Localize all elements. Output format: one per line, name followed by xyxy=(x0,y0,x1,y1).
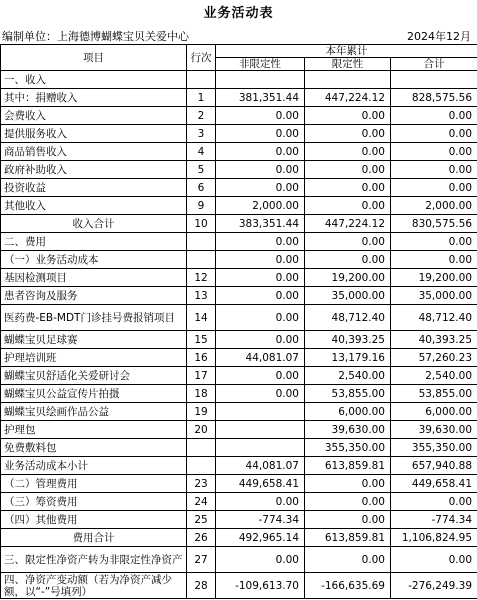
unrestricted-amount-cell: 449,658.41 xyxy=(216,475,305,493)
header-annual-total: 本年累计 xyxy=(216,45,477,58)
item-cell: （四）其他费用 xyxy=(1,511,187,529)
item-cell: 其他收入 xyxy=(1,197,187,215)
table-row xyxy=(1,251,477,269)
total-amount-cell: 2,540.00 xyxy=(391,367,477,385)
line-number-cell xyxy=(187,251,216,269)
restricted-amount-cell: 53,855.00 xyxy=(305,385,391,403)
table-row xyxy=(1,89,477,107)
total-amount-cell: 0.00 xyxy=(391,107,477,125)
table-row xyxy=(1,107,477,125)
line-number-cell: 17 xyxy=(187,367,216,385)
table-header xyxy=(1,45,477,71)
restricted-amount-cell: 0.00 xyxy=(305,233,391,251)
line-number-cell: 1 xyxy=(187,89,216,107)
line-number-cell: 28 xyxy=(187,573,216,599)
unrestricted-amount-cell: 0.00 xyxy=(216,305,305,331)
unrestricted-amount-cell: 44,081.07 xyxy=(216,457,305,475)
total-amount-cell: 657,940.88 xyxy=(391,457,477,475)
unrestricted-amount-cell xyxy=(216,71,305,89)
table-row xyxy=(1,547,477,573)
table-row xyxy=(1,287,477,305)
line-number-cell xyxy=(187,71,216,89)
unrestricted-amount-cell: 0.00 xyxy=(216,233,305,251)
unrestricted-amount-cell: 0.00 xyxy=(216,385,305,403)
table-row xyxy=(1,421,477,439)
table-row xyxy=(1,125,477,143)
total-amount-cell: 53,855.00 xyxy=(391,385,477,403)
restricted-amount-cell: 0.00 xyxy=(305,125,391,143)
unrestricted-amount-cell: 0.00 xyxy=(216,331,305,349)
restricted-amount-cell: 0.00 xyxy=(305,197,391,215)
unrestricted-amount-cell: 0.00 xyxy=(216,547,305,573)
restricted-amount-cell: 13,179.16 xyxy=(305,349,391,367)
item-cell: 护理包 xyxy=(1,421,187,439)
line-number-cell: 18 xyxy=(187,385,216,403)
table-row xyxy=(1,161,477,179)
unrestricted-amount-cell: 44,081.07 xyxy=(216,349,305,367)
total-amount-cell: 6,000.00 xyxy=(391,403,477,421)
line-number-cell xyxy=(187,233,216,251)
item-cell: 三、限定性净资产转为非限定性净资产 xyxy=(1,547,187,573)
unrestricted-amount-cell: 2,000.00 xyxy=(216,197,305,215)
item-cell: 二、费用 xyxy=(1,233,187,251)
table-row xyxy=(1,305,477,331)
header-line-no: 行次 xyxy=(187,45,216,71)
reporting-period: 2024年12月 xyxy=(407,30,471,43)
total-amount-cell: 0.00 xyxy=(391,125,477,143)
restricted-amount-cell: 0.00 xyxy=(305,179,391,197)
restricted-amount-cell: 2,540.00 xyxy=(305,367,391,385)
line-number-cell: 13 xyxy=(187,287,216,305)
item-cell: （一）业务活动成本 xyxy=(1,251,187,269)
table-row xyxy=(1,197,477,215)
total-amount-cell: 830,575.56 xyxy=(391,215,477,233)
table-row xyxy=(1,233,477,251)
table-row xyxy=(1,215,477,233)
restricted-amount-cell: 0.00 xyxy=(305,511,391,529)
total-amount-cell: 0.00 xyxy=(391,251,477,269)
item-cell: 护理培训班 xyxy=(1,349,187,367)
table-row xyxy=(1,439,477,457)
unrestricted-amount-cell: 381,351.44 xyxy=(216,89,305,107)
restricted-amount-cell: 447,224.12 xyxy=(305,215,391,233)
item-cell: 收入合计 xyxy=(1,215,187,233)
restricted-amount-cell xyxy=(305,71,391,89)
total-amount-cell xyxy=(391,71,477,89)
item-cell: 免费敷料包 xyxy=(1,439,187,457)
item-cell: 一、收入 xyxy=(1,71,187,89)
line-number-cell: 3 xyxy=(187,125,216,143)
restricted-amount-cell: 6,000.00 xyxy=(305,403,391,421)
item-cell: 其中：捐赠收入 xyxy=(1,89,187,107)
item-cell: 提供服务收入 xyxy=(1,125,187,143)
total-amount-cell: 0.00 xyxy=(391,493,477,511)
restricted-amount-cell: 355,350.00 xyxy=(305,439,391,457)
restricted-amount-cell: 0.00 xyxy=(305,251,391,269)
unrestricted-amount-cell: 0.00 xyxy=(216,107,305,125)
unrestricted-amount-cell xyxy=(216,403,305,421)
table-row xyxy=(1,403,477,421)
line-number-cell: 20 xyxy=(187,421,216,439)
table-row xyxy=(1,71,477,89)
total-amount-cell: 0.00 xyxy=(391,233,477,251)
restricted-amount-cell: 35,000.00 xyxy=(305,287,391,305)
restricted-amount-cell: 0.00 xyxy=(305,161,391,179)
unrestricted-amount-cell: 0.00 xyxy=(216,287,305,305)
total-amount-cell: 40,393.25 xyxy=(391,331,477,349)
table-row xyxy=(1,331,477,349)
table-row xyxy=(1,493,477,511)
unrestricted-amount-cell xyxy=(216,421,305,439)
total-amount-cell: 19,200.00 xyxy=(391,269,477,287)
total-amount-cell: -774.34 xyxy=(391,511,477,529)
line-number-cell: 19 xyxy=(187,403,216,421)
report-title: 业务活动表 xyxy=(203,6,274,21)
table-row xyxy=(1,511,477,529)
table-row xyxy=(1,475,477,493)
item-cell: 蝴蝶宝贝公益宣传片拍摄 xyxy=(1,385,187,403)
unrestricted-amount-cell: -774.34 xyxy=(216,511,305,529)
total-amount-cell: 1,106,824.95 xyxy=(391,529,477,547)
item-cell: 投资收益 xyxy=(1,179,187,197)
line-number-cell xyxy=(187,457,216,475)
table-row xyxy=(1,349,477,367)
table-body xyxy=(1,71,477,599)
total-amount-cell: 57,260.23 xyxy=(391,349,477,367)
total-amount-cell: 0.00 xyxy=(391,143,477,161)
table-row xyxy=(1,179,477,197)
restricted-amount-cell: 613,859.81 xyxy=(305,529,391,547)
line-number-cell: 16 xyxy=(187,349,216,367)
item-cell: 基因检测项目 xyxy=(1,269,187,287)
activity-statement-table xyxy=(0,44,477,599)
unrestricted-amount-cell: 0.00 xyxy=(216,367,305,385)
restricted-amount-cell: 0.00 xyxy=(305,143,391,161)
item-cell: 业务活动成本小计 xyxy=(1,457,187,475)
restricted-amount-cell: 0.00 xyxy=(305,493,391,511)
item-cell: 商品销售收入 xyxy=(1,143,187,161)
table-row xyxy=(1,457,477,475)
line-number-cell: 2 xyxy=(187,107,216,125)
line-number-cell: 24 xyxy=(187,493,216,511)
total-amount-cell: 449,658.41 xyxy=(391,475,477,493)
unrestricted-amount-cell: 383,351.44 xyxy=(216,215,305,233)
table-row xyxy=(1,385,477,403)
total-amount-cell: 2,000.00 xyxy=(391,197,477,215)
table-row xyxy=(1,367,477,385)
table-row xyxy=(1,573,477,599)
reporting-unit: 编制单位：上海德博蝴蝶宝贝关爱中心 xyxy=(2,30,189,43)
line-number-cell: 12 xyxy=(187,269,216,287)
header-restricted: 限定性 xyxy=(305,58,391,71)
line-number-cell: 5 xyxy=(187,161,216,179)
item-cell: 会费收入 xyxy=(1,107,187,125)
restricted-amount-cell: 40,393.25 xyxy=(305,331,391,349)
restricted-amount-cell: -166,635.69 xyxy=(305,573,391,599)
restricted-amount-cell: 0.00 xyxy=(305,475,391,493)
line-number-cell: 14 xyxy=(187,305,216,331)
item-cell: 四、净资产变动额（若为净资产减少额，以“-”号填列） xyxy=(1,573,187,599)
item-cell: 费用合计 xyxy=(1,529,187,547)
item-cell: （三）筹资费用 xyxy=(1,493,187,511)
header-item: 项目 xyxy=(1,45,187,71)
total-amount-cell: -276,249.39 xyxy=(391,573,477,599)
table-row xyxy=(1,143,477,161)
table-row xyxy=(1,529,477,547)
line-number-cell xyxy=(187,439,216,457)
line-number-cell: 26 xyxy=(187,529,216,547)
line-number-cell: 15 xyxy=(187,331,216,349)
item-cell: 政府补助收入 xyxy=(1,161,187,179)
total-amount-cell: 35,000.00 xyxy=(391,287,477,305)
total-amount-cell: 355,350.00 xyxy=(391,439,477,457)
line-number-cell: 25 xyxy=(187,511,216,529)
item-cell: （二）管理费用 xyxy=(1,475,187,493)
unrestricted-amount-cell: 492,965.14 xyxy=(216,529,305,547)
header-total: 合计 xyxy=(391,58,477,71)
line-number-cell: 6 xyxy=(187,179,216,197)
line-number-cell: 9 xyxy=(187,197,216,215)
line-number-cell: 10 xyxy=(187,215,216,233)
total-amount-cell: 0.00 xyxy=(391,161,477,179)
item-cell: 医药费-EB-MDT门诊挂号费报销项目 xyxy=(1,305,187,331)
unrestricted-amount-cell: 0.00 xyxy=(216,143,305,161)
total-amount-cell: 828,575.56 xyxy=(391,89,477,107)
item-cell: 蝴蝶宝贝绘画作品公益 xyxy=(1,403,187,421)
total-amount-cell: 48,712.40 xyxy=(391,305,477,331)
total-amount-cell: 39,630.00 xyxy=(391,421,477,439)
line-number-cell: 4 xyxy=(187,143,216,161)
total-amount-cell: 0.00 xyxy=(391,547,477,573)
item-cell: 蝴蝶宝贝足球赛 xyxy=(1,331,187,349)
total-amount-cell: 0.00 xyxy=(391,179,477,197)
table-row xyxy=(1,269,477,287)
unrestricted-amount-cell: 0.00 xyxy=(216,161,305,179)
item-cell: 患者咨询及服务 xyxy=(1,287,187,305)
unrestricted-amount-cell: 0.00 xyxy=(216,269,305,287)
item-cell: 蝴蝶宝贝舒适化关爱研讨会 xyxy=(1,367,187,385)
restricted-amount-cell: 0.00 xyxy=(305,547,391,573)
restricted-amount-cell: 39,630.00 xyxy=(305,421,391,439)
restricted-amount-cell: 613,859.81 xyxy=(305,457,391,475)
header-unrestricted: 非限定性 xyxy=(216,58,305,71)
line-number-cell: 27 xyxy=(187,547,216,573)
unrestricted-amount-cell: 0.00 xyxy=(216,179,305,197)
restricted-amount-cell: 0.00 xyxy=(305,107,391,125)
restricted-amount-cell: 48,712.40 xyxy=(305,305,391,331)
unrestricted-amount-cell: 0.00 xyxy=(216,493,305,511)
unrestricted-amount-cell: -109,613.70 xyxy=(216,573,305,599)
unrestricted-amount-cell xyxy=(216,439,305,457)
unrestricted-amount-cell: 0.00 xyxy=(216,125,305,143)
restricted-amount-cell: 447,224.12 xyxy=(305,89,391,107)
unrestricted-amount-cell: 0.00 xyxy=(216,251,305,269)
line-number-cell: 23 xyxy=(187,475,216,493)
restricted-amount-cell: 19,200.00 xyxy=(305,269,391,287)
